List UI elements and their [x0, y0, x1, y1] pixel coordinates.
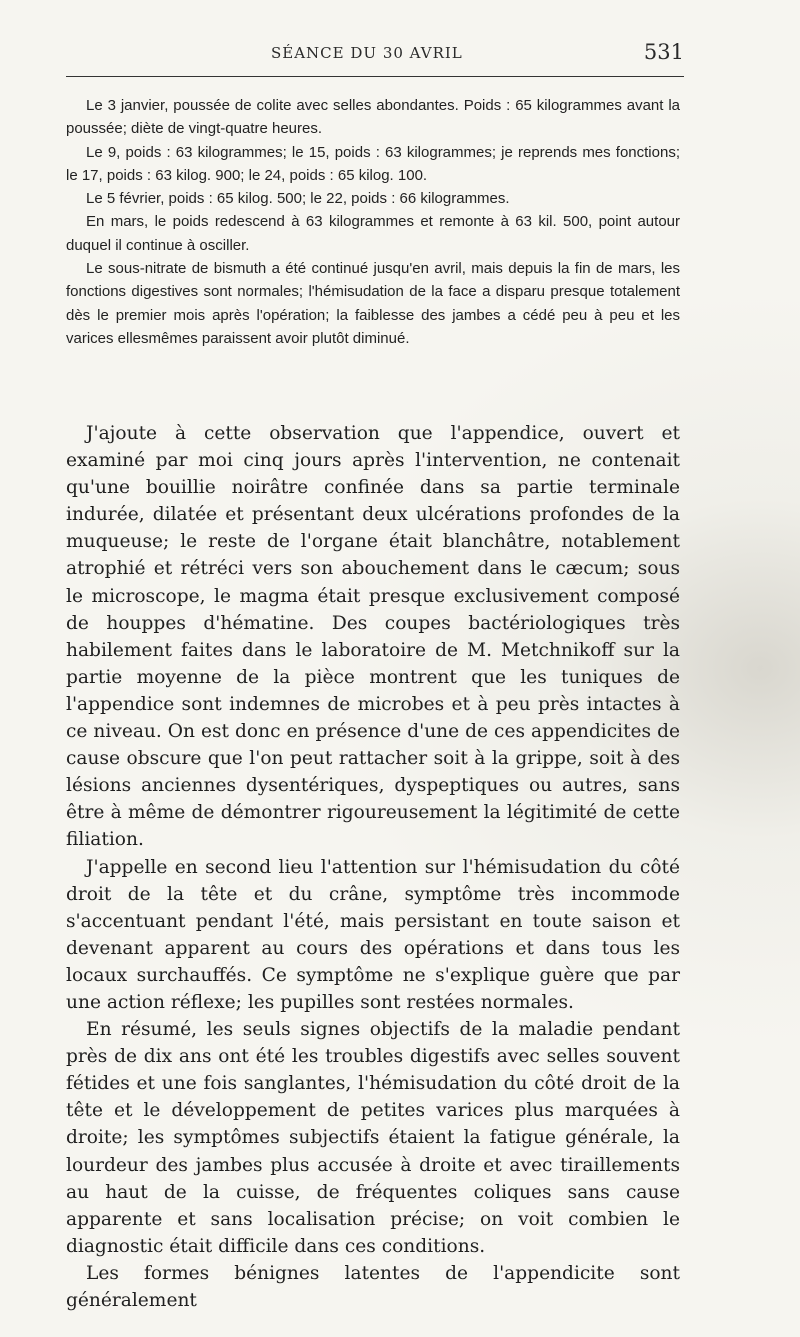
running-title: SÉANCE DU 30 AVRIL — [271, 44, 463, 62]
paragraph: Le 9, poids : 63 kilogrammes; le 15, poids : 63 kilogrammes; je reprends mes fonctions; le 17, poids : 63 kilog. 900; le 24, poids : 65 kilog. 100. — [66, 143, 680, 184]
paragraph: En résumé, les seuls signes objectifs de la maladie pendant près de dix ans ont été les troubles digestifs avec selles souvent fétides et une fois sanglantes, l'hémisudation du côté droit de la tête et le développement de petites varices plus marquées à droite; les symptômes subjectifs étaient la fatigue générale, la lourdeur des jambes plus accusée à droite et avec tiraillements au haut de la cuisse, de fréquentes coliques sans cause apparente et sans localisation précise; on voit combien le diagnostic était difficile dans ces conditions. — [66, 1019, 680, 1257]
paragraph: En mars, le poids redescend à 63 kilogrammes et remonte à 63 kil. 500, point autour duquel il continue à osciller. — [66, 213, 680, 254]
paragraph: J'appelle en second lieu l'attention sur l'hémisudation du côté droit de la tête et du crâne, symptôme très incommode s'accentuant pendant l'été, mais persistant en toute saison et devenant apparent au cours des opérations et dans tous les locaux surchauffés. Ce symptôme ne s'explique guère que par une action réflexe; les pupilles sont restées normales. — [66, 856, 680, 1013]
paragraph: Le 5 février, poids : 65 kilog. 500; le 22, poids : 66 kilogrammes. — [86, 190, 510, 208]
body-text-section — [66, 420, 680, 1314]
paragraph: Le sous-nitrate de bismuth a été continué jusqu'en avril, mais depuis la fin de mars, les fonctions digestives sont normales; l'hémisudation de la face a disparu presque totalement dès le premier mois après l'opération; la faiblesse des jambes a cédé peu à peu et les varices ellesmêmes paraissent avoir plutôt diminué. — [66, 260, 680, 347]
paragraph: Les formes bénignes latentes de l'appendicite sont généralement — [66, 1262, 680, 1311]
paragraph: Le 3 janvier, poussée de colite avec selles abondantes. Poids : 65 kilogrammes avant la poussée; diète de vingt-quatre heures. — [66, 97, 680, 138]
header-rule — [66, 76, 684, 77]
running-header — [66, 40, 684, 70]
page-number: 531 — [643, 40, 684, 64]
small-print-section — [66, 94, 680, 350]
paragraph: J'ajoute à cette observation que l'appendice, ouvert et examiné par moi cinq jours après l'intervention, ne contenait qu'une bouillie noirâtre confinée dans sa partie terminale indurée, dilatée et présentant deux ulcérations profondes de la muqueuse; le reste de l'organe était blanchâtre, notablement atrophié et rétréci vers son abouchement dans le cæcum; sous le microscope, le magma était presque exclusivement composé de houppes d'hématine. Des coupes bactériologiques très habilement faites dans le laboratoire de M. Metchnikoff sur la partie moyenne de la pièce montrent que les tuniques de l'appendice sont indemnes de microbes et à peu près intactes à ce niveau. On est donc en présence d'une de ces appendicites de cause obscure que l'on peut rattacher soit à la grippe, soit à des lésions anciennes dysentériques, dyspeptiques ou autres, sans être à même de démontrer rigoureusement la légitimité de cette filiation. — [66, 423, 680, 851]
